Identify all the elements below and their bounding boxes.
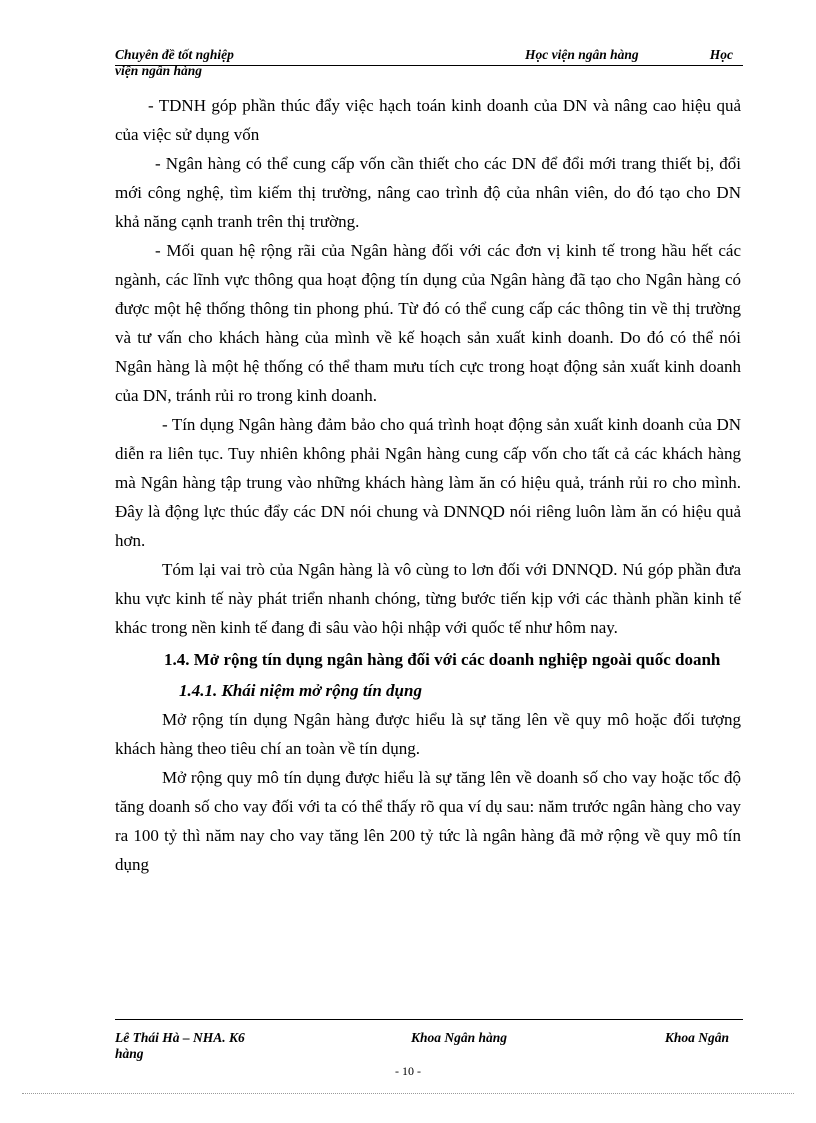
paragraph-3: - Mối quan hệ rộng rãi của Ngân hàng đối với các đơn vị kinh tế trong hầu hết các ngành, các lĩnh vực thông qua hoạt động tín dụng của Ngân hàng đã tạo cho Ngân hàng có được một hệ thống thông tin phong phú. Từ đó có thể cung cấp các thông tin về thị trường và tư vấn cho khách hàng của mình về kế hoạch sản xuất kinh doanh. Do đó có thể nói Ngân hàng là một hệ thống có thể tham mưu tích cực trong hoạt động sản xuất kinh doanh của DN, tránh rủi ro trong kinh doanh. — [115, 241, 741, 405]
paragraph-2: - Ngân hàng có thể cung cấp vốn cần thiết cho các DN để đổi mới trang thiết bị, đổi mới công nghệ, tìm kiếm thị trường, nâng cao trình độ của nhân viên, do đó tạo cho DN khả năng cạnh tranh trên thị trường. — [115, 154, 741, 231]
header-right-text: Học — [709, 47, 733, 62]
page-footer — [115, 1030, 743, 1061]
header-continuation-text: viện ngân hàng — [115, 63, 203, 78]
footer-author-text: Lê Thái Hà – NHA. K6 — [115, 1030, 245, 1045]
footer-divider — [115, 1019, 743, 1020]
paragraph-4: - Tín dụng Ngân hàng đảm bảo cho quá trình hoạt động sản xuất kinh doanh của DN diễn ra liên tục. Tuy nhiên không phải Ngân hàng cung cấp vốn cho tất cả các khách hàng mà Ngân hàng tập trung vào những khách hàng làm ăn có hiệu quả, tránh rủi ro cho mình. Đây là động lực thúc đẩy các DN nói chung và DNNQD nói riêng luôn làm ăn có hiệu quả hơn. — [115, 415, 741, 550]
header-center-text: Học viện ngân hàng — [525, 47, 639, 62]
page-number: - 10 - — [395, 1064, 421, 1078]
page-bottom-dotted-line — [22, 1093, 794, 1094]
document-body — [115, 91, 741, 879]
footer-center-text: Khoa Ngân hàng — [411, 1030, 508, 1045]
header-left-text: Chuyên đề tốt nghiệp — [115, 47, 234, 62]
footer-continuation-text: hàng — [115, 1046, 144, 1061]
paragraph-6: Mở rộng tín dụng Ngân hàng được hiểu là sự tăng lên về quy mô hoặc đối tượng khách hàng theo tiêu chí an toàn về tín dụng. — [115, 710, 741, 758]
paragraph-5: Tóm lại vai trò của Ngân hàng là vô cùng to lơn đối với DNNQD. Nú góp phần đưa khu vực kinh tế này phát triển nhanh chóng, từng bước tiến kịp với các thành phần kinh tế khác trong nền kinh tế đang đi sâu vào hội nhập với quốc tế như hôm nay. — [115, 560, 741, 637]
paragraph-1: - TDNH góp phần thúc đẩy việc hạch toán kinh doanh của DN và nâng cao hiệu quả của việc sử dụng vốn — [115, 96, 741, 144]
subsection-heading-1-4-1: 1.4.1. Khái niệm mở rộng tín dụng — [179, 681, 422, 700]
footer-right-text: Khoa Ngân — [664, 1030, 729, 1045]
page-header — [115, 47, 743, 78]
section-heading-1-4: 1.4. Mở rộng tín dụng ngân hàng đối với các doanh nghiệp ngoài quốc doanh — [164, 650, 721, 669]
header-divider — [115, 65, 743, 66]
paragraph-7: Mở rộng quy mô tín dụng được hiểu là sự tăng lên về doanh số cho vay hoặc tốc độ tăng doanh số cho vay đối với ta có thể thấy rõ qua ví dụ sau: năm trước ngân hàng cho vay ra 100 tỷ thì năm nay cho vay tăng lên 200 tỷ tức là ngân hàng đã mở rộng về quy mô tín dụng — [115, 768, 741, 874]
